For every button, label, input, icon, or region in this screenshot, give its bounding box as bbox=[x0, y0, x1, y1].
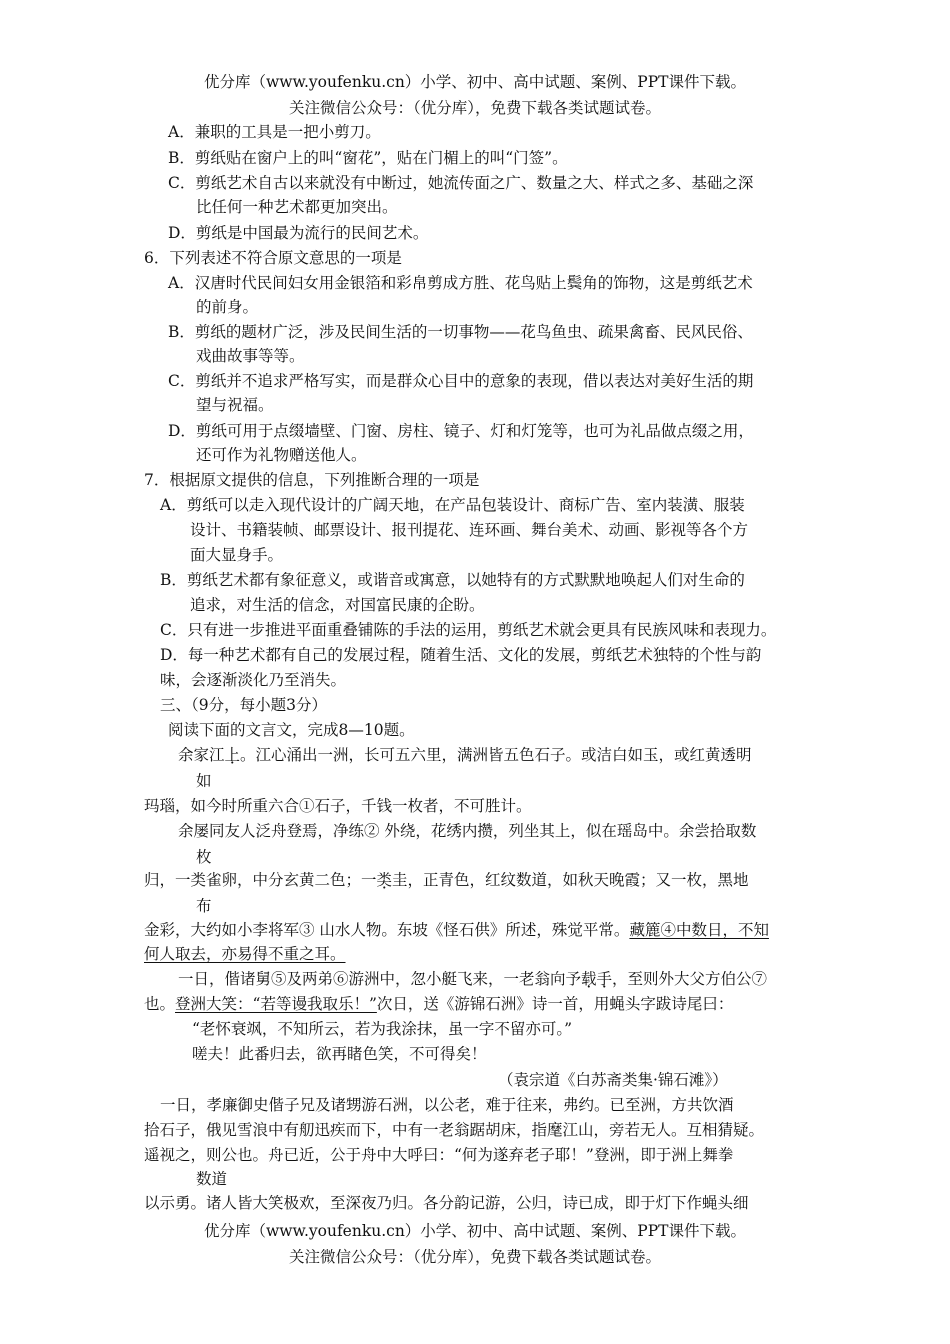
q6-option-c-line2: 望与祝福。 bbox=[196, 396, 274, 414]
underlined-sentence-2: 登洲大笑：“若等谩我取乐！” bbox=[175, 995, 377, 1013]
q7-option-a-line2: 设计、书籍装帧、邮票设计、报刊提花、连环画、舞台美术、动画、影视等各个方 bbox=[190, 521, 749, 539]
passage2-line4: 数道 bbox=[196, 1170, 228, 1188]
passage-p2-line2: 枚 bbox=[196, 848, 212, 866]
q7-option-d-line1: D．每一种艺术都有自己的发展过程，随着生活、文化的发展，剪纸艺术独特的个性与韵 bbox=[160, 646, 762, 664]
q6-option-a-line1: A．汉唐时代民间妇女用金银箔和彩帛剪成方胜、花鸟贴上鬓角的饰物，这是剪纸艺术 bbox=[168, 274, 753, 292]
passage-p1-line2: 如 bbox=[196, 772, 212, 790]
q6-option-b-line2: 戏曲故事等等。 bbox=[196, 347, 305, 365]
q5-option-c-line2: 比任何一种艺术都更加突出。 bbox=[196, 198, 398, 216]
underlined-sentence: 藏簏④中数日，不知 bbox=[629, 921, 769, 939]
q7-option-a-line3: 面大显身手。 bbox=[190, 546, 284, 564]
passage-p1-line3: 玛瑙，如今时所重六合①石子，千钱一枚者，不可胜计。 bbox=[144, 797, 532, 815]
section-3-title: 三、（9分，每小题3分） bbox=[160, 696, 327, 714]
passage2-line1: 一日，孝廉御史偕子兄及诸甥游石洲，以公老，难于往来，弗约。已至洲，方共饮酒 bbox=[160, 1096, 734, 1114]
q5-option-d: D．剪纸是中国最为流行的民间艺术。 bbox=[168, 224, 429, 242]
passage-p2-line1: 余屡同友人泛舟登焉，净练② 外绕，花绣内攒，列坐其上，似在瑶岛中。余尝拾取数 bbox=[178, 822, 757, 840]
q7-option-d-line2: 味，会逐渐淡化乃至消失。 bbox=[160, 671, 347, 689]
passage-p3-line3: “老怀衰飒，不知所云，若为我涂抹，虽一字不留亦可。” bbox=[192, 1020, 573, 1038]
passage-p3-line1: 一日，偕诸舅⑤及两弟⑥游洲中，忽小艇飞来，一老翁向予载手，至则外大父方伯公⑦ bbox=[178, 970, 768, 988]
footer-line-1: 优分库（www.youfenku.cn）小学、初中、高中试题、案例、PPT课件下载。 bbox=[203, 1222, 747, 1240]
q5-option-c-line1: C．剪纸艺术自古以来就没有中断过，她流传面之广、数量之大、样式之多、基础之深 bbox=[168, 174, 754, 192]
passage-p2-line5: 金彩，大约如小李将军③ 山水人物。东坡《怪石供》所述，殊觉平常。藏簏④中数日，不知 bbox=[144, 921, 769, 939]
passage2-line3: 遥视之，则公也。舟已近，公于舟中大呼曰：“何为遂弃老子耶！”登洲，即于洲上舞拳 bbox=[144, 1146, 734, 1164]
q7-stem: 7．根据原文提供的信息，下列推断合理的一项是 bbox=[144, 471, 480, 489]
header-line-1: 优分库（www.youfenku.cn）小学、初中、高中试题、案例、PPT课件下载。 bbox=[203, 73, 747, 91]
footer-line-2: 关注微信公众号：（优分库），免费下载各类试题试卷。 bbox=[288, 1248, 661, 1266]
passage-p4: 嗟夫！此番归去，欲再睹色笑，不可得矣！ bbox=[192, 1045, 487, 1063]
q6-option-a-line2: 的前身。 bbox=[196, 298, 259, 316]
passage-p2-line6 bbox=[144, 943, 346, 965]
passage2-line5: 以示勇。诸人皆大笑极欢，至深夜乃归。各分韵记游，公归，诗已成，即于灯下作蝇头细 bbox=[144, 1194, 749, 1212]
q7-option-a-line1: A．剪纸可以走入现代设计的广阔天地，在产品包装设计、商标广告、室内装潢、服装 bbox=[160, 496, 745, 514]
q6-option-b-line1: B．剪纸的题材广泛，涉及民间生活的一切事物——花鸟鱼虫、疏果禽畜、民风民俗、 bbox=[168, 323, 753, 341]
q6-option-d-line1: D．剪纸可用于点缀墙壁、门窗、房柱、镜子、灯和灯笼等，也可为礼品做点缀之用， bbox=[168, 422, 754, 440]
q5-option-a: A．兼职的工具是一把小剪刀。 bbox=[168, 123, 381, 141]
passage-p1-line1: 余家江上。江心涌出一洲，长可五六里，满洲皆五色石子。或洁白如玉，或红黄透明 bbox=[178, 746, 752, 764]
header-line-2: 关注微信公众号：（优分库），免费下载各类试题试卷。 bbox=[288, 99, 661, 117]
q6-stem: 6．下列表述不符合原文意思的一项是 bbox=[144, 249, 402, 267]
underlined-sentence-cont: 何人取去，亦易得不重之耳。 bbox=[144, 945, 346, 963]
passage-p3-line2: 也。登洲大笑：“若等谩我取乐！”次日，送《游锦石洲》诗一首，用蝇头字跋诗尾曰： bbox=[144, 995, 734, 1013]
q7-option-c: C．只有进一步推进平面重叠铺陈的手法的运用，剪纸艺术就会更具有民族风味和表现力。 bbox=[160, 621, 777, 639]
q5-option-b: B．剪纸贴在窗户上的叫“窗花”，贴在门楣上的叫“门签”。 bbox=[168, 149, 568, 167]
q6-option-c-line1: C．剪纸并不追求严格写实，而是群众心目中的意象的表现，借以表达对美好生活的期 bbox=[168, 372, 754, 390]
passage-source: （袁宗道《白苏斋类集·锦石滩》） bbox=[498, 1071, 728, 1089]
passage-p2-line4: 布 bbox=[196, 897, 212, 915]
q6-option-d-line2: 还可作为礼物赠送他人。 bbox=[196, 446, 367, 464]
section-3-intro: 阅读下面的文言文，完成8—10题。 bbox=[168, 721, 415, 739]
q7-option-b-line1: B．剪纸艺术都有象征意义，或谐音或寓意，以她特有的方式默默地唤起人们对生命的 bbox=[160, 571, 745, 589]
passage-p2-line3: 归，一类雀卵，中分玄黄二色；一类圭，正青色，红纹数道，如秋天晚霞；又一枚，黑地 bbox=[144, 871, 749, 889]
passage2-line2: 拾石子，俄见雪浪中有舠迅疾而下，中有一老翁踞胡床，指麾江山，旁若无人。互相猜疑。 bbox=[144, 1121, 765, 1139]
q7-option-b-line2: 追求，对生活的信念，对国富民康的企盼。 bbox=[190, 596, 485, 614]
